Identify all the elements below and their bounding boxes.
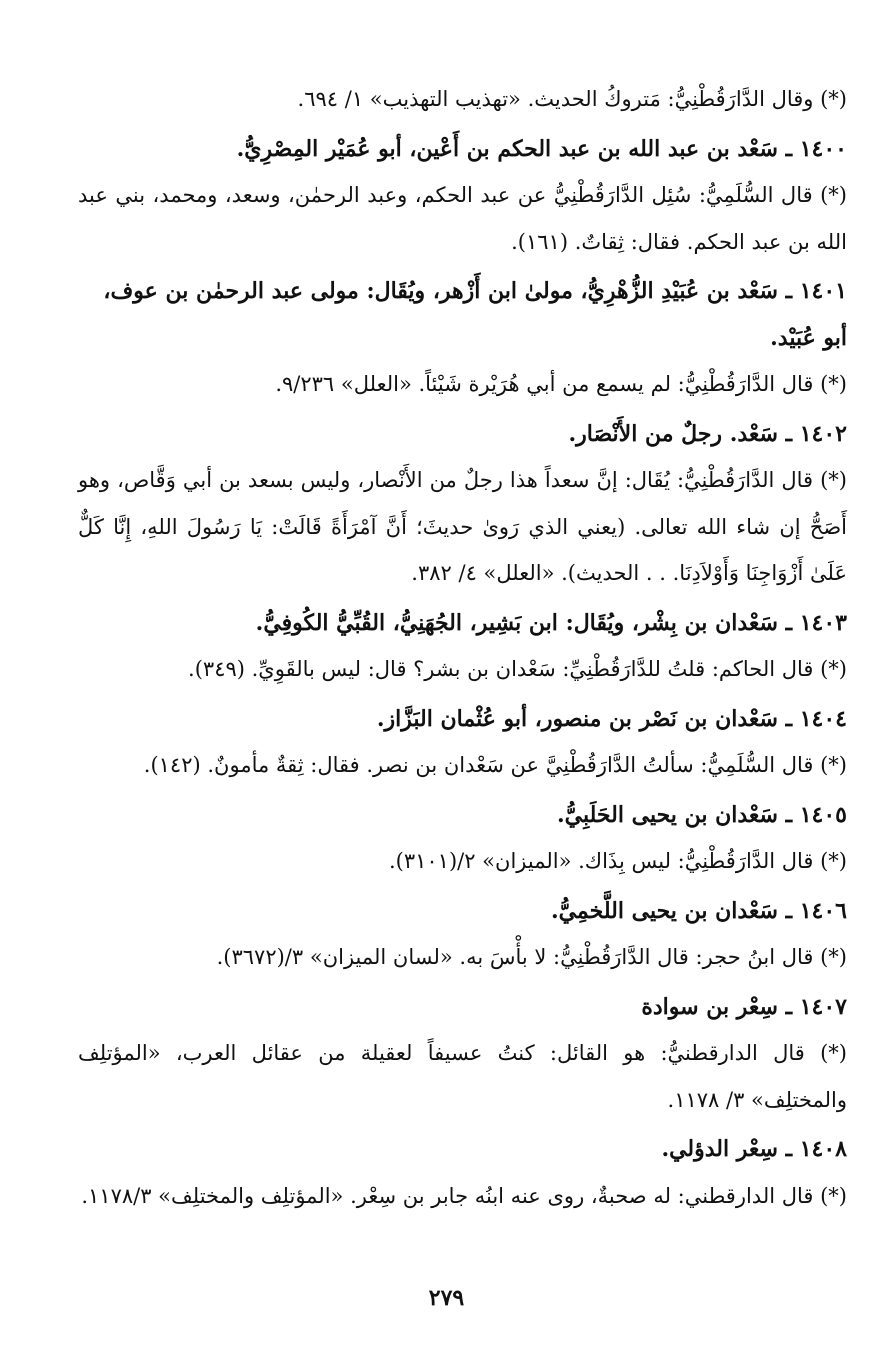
entry-heading: ١٤٠٢ ـ سَعْد. رجلٌ من الأَنْصَار. xyxy=(568,420,847,447)
entry-heading: ١٤٠٨ ـ سِعْر الدؤلي. xyxy=(661,1136,847,1162)
entry-quote: (*) قال الدَّارَقُطْنِيُّ: يُقَال: إنَّ سعداً هذا رجلٌ من الأَنْصار، وليس بسعد بن أبي وَقَّاص، وهو أَصَحُّ إن شاء الله تعالى. (يعني الذي رَوىٰ حديثَ؛ أَنَّ آمْرَأَةً قَالَتْ: يَا رَسُولَ اللهِ، إِنَّا كَلٌّ عَلَىٰ أَزْوَاجِنَا وَأَوْلاَدِنَا. . . الحديث). «العلل» ٤/ ٣٨٢. xyxy=(78,468,847,585)
entry-block xyxy=(78,888,847,981)
entry-block xyxy=(78,600,847,693)
entry-quote: (*) وقال الدَّارَقُطْنِيُّ: مَتروكُ الحديث. «تهذيب التهذيب» ١/ ٦٩٤. xyxy=(297,87,847,111)
entry-heading: ١٤٠٣ ـ سَعْدان بن بِشْر، ويُقَال: ابن بَشِير، الجُهَنِيُّ، القُبِّيُّ الكُوفِيُّ. xyxy=(255,609,847,636)
entry-block xyxy=(78,984,847,1124)
entry-quote: (*) قال السُّلَمِيُّ: سألتُ الدَّارَقُطْنِيَّ عن سَعْدان بن نصر. فقال: ثِقةٌ مأمونٌ. (١٤٢). xyxy=(143,753,847,777)
entry-quote: (*) قال السُّلَمِيُّ: سُئِل الدَّارَقُطْنِيُّ عن عبد الحكم، وعبد الرحمٰن، وسعد، ومحمد، بني عبد الله بن عبد الحكم. فقال: ثِقاتٌ. (١٦١). xyxy=(78,183,847,254)
entry-block xyxy=(78,696,847,789)
entry-heading: ١٤٠١ ـ سَعْد بن عُبَيْدِ الزُّهْرِيُّ، مولىٰ ابن أَزْهر، ويُقَال: مولى عبد الرحمٰن بن عوف، أبو عُبَيْد. xyxy=(103,278,847,351)
entry-quote: (*) قال الدارقطني: له صحبةٌ، روى عنه ابنُه جابر بن سِعْر. «المؤتلِف والمختلِف» ١١٧٨/٣. xyxy=(81,1183,847,1208)
entry-block xyxy=(78,126,847,266)
entry-heading: ١٤٠٤ ـ سَعْدان بن نَصْر بن منصور، أبو عُثْمان البَزَّاز. xyxy=(376,705,847,732)
entry-heading: ١٤٠٠ ـ سَعْد بن عبد الله بن عبد الحكم بن أَعْين، أبو عُمَيْر المِصْرِيُّ. xyxy=(236,135,847,162)
entry-heading: ١٤٠٧ ـ سِعْر بن سوادة xyxy=(641,993,847,1020)
entry-block xyxy=(78,792,847,885)
entry-quote: (*) قال ابنُ حجر: قال الدَّارَقُطْنِيُّ: لا بأْسَ به. «لسان الميزان» ٣/(٣٦٧٢). xyxy=(216,945,847,969)
entry-block xyxy=(78,1126,847,1219)
entry-quote: (*) قال الدَّارَقُطْنِيُّ: لم يسمع من أبي هُرَيْرة شَيْئاً. «العلل» ٩/٢٣٦. xyxy=(275,372,847,396)
entries-list xyxy=(78,76,847,1219)
page-number: ٢٧٩ xyxy=(428,1285,465,1311)
entry-block xyxy=(78,268,847,408)
entry-heading: ١٤٠٦ ـ سَعْدان بن يحيى اللَّخمِيُّ. xyxy=(550,897,847,924)
entry-heading: ١٤٠٥ ـ سَعْدان بن يحيى الحَلَبِيُّ. xyxy=(557,801,847,828)
entry-block xyxy=(78,76,847,123)
entry-quote: (*) قال الدارقطنيُّ: هو القائل: كنتُ عسيفاً لعقيلة من عقائل العرب، «المؤتلِف والمختلِف» ٣/ ١١٧٨. xyxy=(78,1041,847,1112)
entry-block xyxy=(78,411,847,597)
entry-quote: (*) قال الدَّارَقُطْنِيُّ: ليس بِذَاك. «الميزان» ٢/(٣١٠١). xyxy=(388,849,847,873)
entry-quote: (*) قال الحاكم: قلتُ للدَّارَقُطْنِيِّ: سَعْدان بن بشر؟ قال: ليس بالقَوِيِّ. (٣٤٩). xyxy=(188,657,847,681)
